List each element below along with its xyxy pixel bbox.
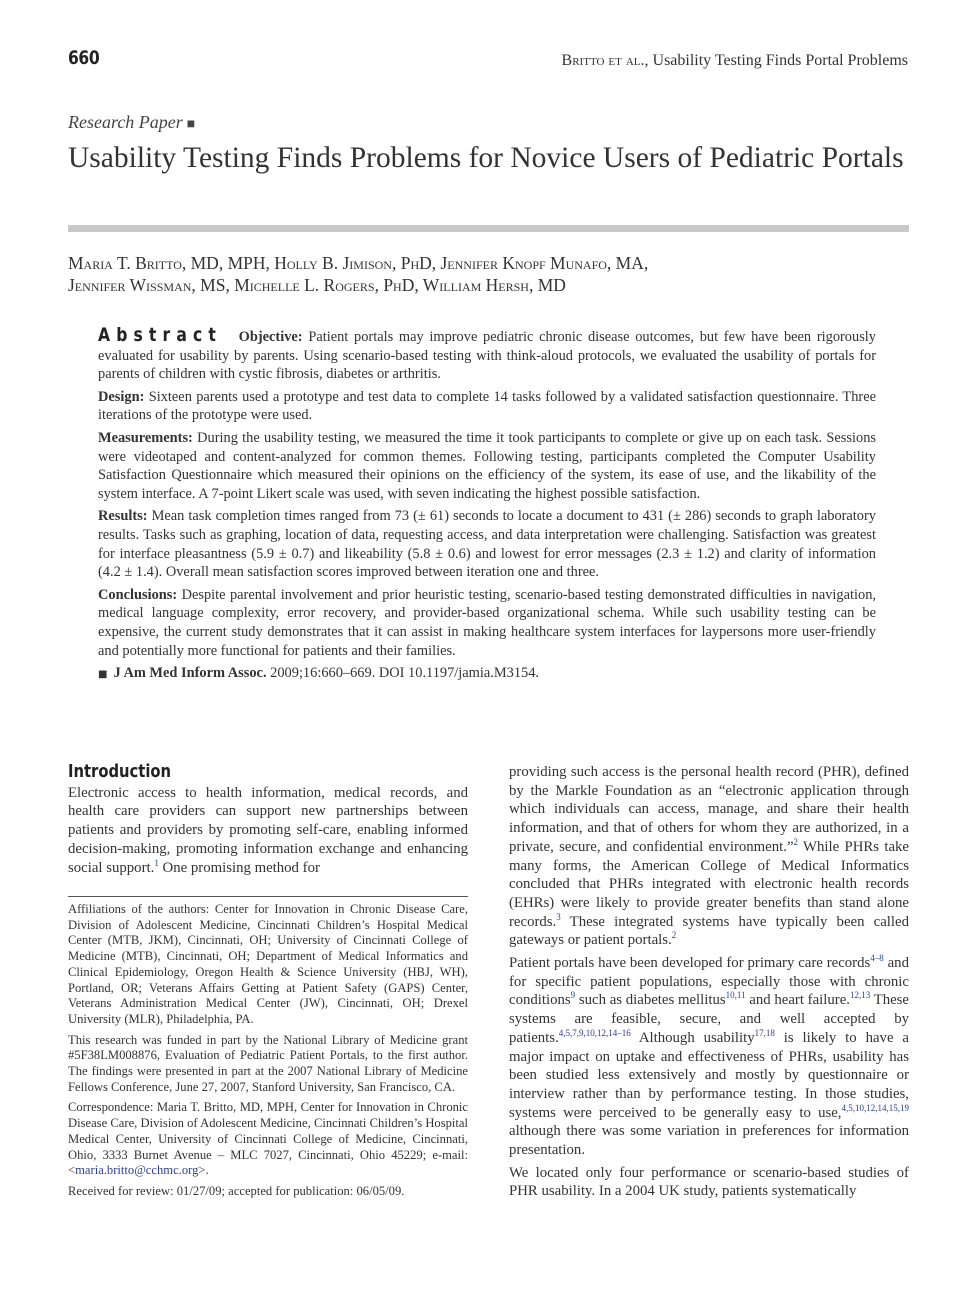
- received-note: Received for review: 01/27/09; accepted for publication: 06/05/09.: [68, 1183, 405, 1198]
- email-link[interactable]: maria.britto@cchmc.org: [75, 1163, 199, 1178]
- reference-link[interactable]: 2: [793, 836, 799, 847]
- measurements-text: During the usability testing, we measured the time it took participants to complete or give up on each task. Sessions were videotaped and content-analyzed for common themes. Following testing, participants completed the Computer Usability Satisfaction Questionnaire which measured their opinions on the efficiency of the system, its ease of use, and the likability of the system interface. A 7-point Likert scale was used, with seven indicating the highest possible satisfaction.: [98, 429, 876, 502]
- running-header: [562, 52, 908, 70]
- citation-journal: J Am Med Inform Assoc.: [113, 665, 267, 682]
- intro-paragraph: [68, 784, 468, 878]
- footnote-rule: [68, 896, 468, 897]
- objective-label: Objective:: [238, 329, 303, 345]
- article-type: [68, 112, 195, 133]
- correspondence-text: Correspondence: Maria T. Britto, MD, MPH, Center for Innovation in Chronic Disease Care, Division of Adolescent Medicine, Cincinnati Children’s Hospital Medical Center, University of Cincinnati College of Medicine, Cincinnati, Ohio, 3333 Burnet Avenue – MLC 7027, Cincinnati, Ohio 45229; e-mail: <: [68, 1100, 468, 1178]
- intro-text-b: One promising method for: [158, 859, 320, 876]
- conclusions-label: Conclusions:: [98, 586, 178, 603]
- running-title: , Usability Testing Finds Portal Problems: [644, 52, 908, 69]
- text: and heart failure.: [745, 992, 850, 1009]
- reference-link[interactable]: 12,13: [849, 990, 871, 1001]
- author-list: [68, 252, 918, 296]
- author-line-2: Jennifer Wissman, MS, Michelle L. Rogers, PhD, William Hersh, MD: [68, 275, 566, 295]
- results-label: Results:: [98, 508, 148, 525]
- title-rule: [68, 225, 909, 232]
- reference-link[interactable]: 4–8: [870, 953, 884, 964]
- affiliations-note: Affiliations of the authors: Center for Innovation in Chronic Disease Care, Division of Adolescent Medicine, Cincinnati Children’s Hospital Medical Center (MTB, JKM), Cincinnati, OH; University of Cincinnati College of Medicine (MTB), Cincinnati, OH; Department of Medical Informatics and Clinical Epidemiology, Oregon Health & Science University (HBJ, WH), Portland, OR; Veterans Affairs Getting at Patient Safety (GAPS) Center, Veterans Administration Medical Center (JW), Cincinnati, OH; Drexel University (MLR), Philadelphia, PA.: [68, 902, 468, 1026]
- text: and for specific patient populations, especially those with chronic conditions: [509, 955, 909, 1009]
- citation-details: 2009;16:660–669. DOI 10.1197/jamia.M3154.: [270, 665, 540, 682]
- reference-link[interactable]: 1: [154, 857, 159, 868]
- text: These integrated systems have typically been called gateways or patient portals.: [509, 913, 909, 949]
- text: Patient portals have been developed for primary care records: [509, 955, 871, 972]
- correspondence-note: [68, 1100, 468, 1179]
- paper-title: Usability Testing Finds Problems for Novice Users of Pediatric Portals: [68, 142, 904, 174]
- text: such as diabetes mellitus: [575, 992, 726, 1009]
- right-paragraph-3: We located only four performance or scenario-based studies of PHR usability. In a 2004 UK study, patients systematically: [509, 1164, 909, 1200]
- intro-right-column: [509, 763, 909, 1201]
- text: While PHRs take many forms, the American College of Medical Informatics concluded that PHRs integrated with electronic health records (EHRs) were likely to provide greater benefits than stand alone records.: [509, 838, 909, 930]
- page-number: 660: [68, 47, 100, 69]
- design-text: Sixteen parents used a prototype and test data to complete 14 tasks followed by a validated satisfaction questionnaire. Three iterations of the prototype were used.: [98, 388, 876, 424]
- abstract-conclusions: [98, 586, 876, 660]
- reference-link[interactable]: 2: [671, 930, 677, 941]
- reference-link[interactable]: 10,11: [725, 990, 746, 1001]
- objective-text: Patient portals may improve pediatric chronic disease outcomes, but few have been rigorously evaluated for usability by parents. Using scenario-based testing with think-aloud protocols, we evaluated the usability of portals for parents of children with cystic fibrosis, diabetes or arthritis.: [98, 329, 876, 383]
- correspondence-end: >.: [198, 1163, 209, 1178]
- citation: [98, 664, 876, 685]
- right-paragraph-2: [509, 954, 909, 1160]
- author-line-1: Maria T. Britto, MD, MPH, Holly B. Jimison, PhD, Jennifer Knopf Munafo, MA,: [68, 253, 649, 273]
- abstract-objective: [98, 326, 876, 384]
- section-heading-introduction: Introduction: [68, 761, 172, 782]
- author-notes: [68, 902, 468, 1205]
- citation-bullet-icon: ■: [98, 669, 108, 681]
- reference-link[interactable]: 3: [556, 911, 561, 922]
- reference-link[interactable]: 4,5,10,12,14,15,19: [841, 1102, 909, 1113]
- abstract-results: [98, 507, 876, 581]
- abstract-measurements: [98, 429, 876, 503]
- conclusions-text: Despite parental involvement and prior heuristic testing, scenario-based testing demonstrated difficulties in navigation, medical language complexity, error recovery, and provider-based organizational schema. While such usability testing can be expensive, the current study demonstrates that it can assist in making healthcare system interfaces for laypersons more user-friendly and potentially more functional for patients and their families.: [98, 586, 877, 659]
- square-bullet-icon: ■: [186, 117, 196, 132]
- text: providing such access is the personal health record (PHR), defined by the Markle Foundation as an “electronic application through which individuals can access, manage, and share their health information, and that of others for whom they are authorized, in a private, secure, and confidential environment.”: [509, 764, 909, 855]
- design-label: Design:: [98, 388, 145, 405]
- reference-link[interactable]: 4,5,7,9,10,12,14–16: [558, 1027, 631, 1038]
- right-paragraph-1: [509, 763, 909, 950]
- text: Although usability: [630, 1029, 755, 1046]
- reference-link[interactable]: 9: [570, 990, 576, 1001]
- article-type-label: Research Paper: [68, 112, 183, 132]
- running-authors: Britto et al.: [561, 52, 645, 69]
- abstract-heading: Abstract: [98, 324, 223, 346]
- abstract-design: [98, 388, 876, 425]
- measurements-label: Measurements:: [98, 429, 193, 446]
- funding-note: This research was funded in part by the National Library of Medicine grant #5F38LM008876, Evaluation of Pediatric Patient Portals, to the first author. The findings were presented in part at the 2007 National Library of Medicine Fellows Conference, June 27, 2007, Stanford University, San Francisco, CA.: [68, 1032, 468, 1094]
- intro-left-column: [68, 763, 468, 877]
- results-text: Mean task completion times ranged from 73 (± 61) seconds to locate a document to 431 (± 286) seconds to graph laboratory results. Tasks such as graphing, location of data, requesting access, and data interpretation were challenging. Satisfaction was greatest for interface pleasantness (5.9 ± 0.7) and likeability (5.8 ± 0.6) and lowest for error messages (2.3 ± 1.2) and clarity of information (4.2 ± 1.4). Overall mean satisfaction scores improved between iteration one and three.: [98, 508, 876, 581]
- intro-text-a: Electronic access to health information, medical records, and health care providers can support new partnerships between patients and providers by promoting self-care, enabling informed decision-making, promoting information exchange and enhancing social support.: [68, 784, 468, 876]
- text: is likely to have a major impact on uptake and effectiveness of PHRs, usability has been studied less extensively and mostly by questionnaire or interview rather than by performance testing. In those studies, systems were perceived to be generally easy to use,: [509, 1029, 909, 1121]
- reference-link[interactable]: 17,18: [754, 1027, 775, 1038]
- abstract: [98, 326, 876, 689]
- text: These systems are feasible, secure, and well accepted by patients.: [509, 992, 909, 1046]
- text: although there was some variation in preferences for information presentation.: [509, 1123, 909, 1159]
